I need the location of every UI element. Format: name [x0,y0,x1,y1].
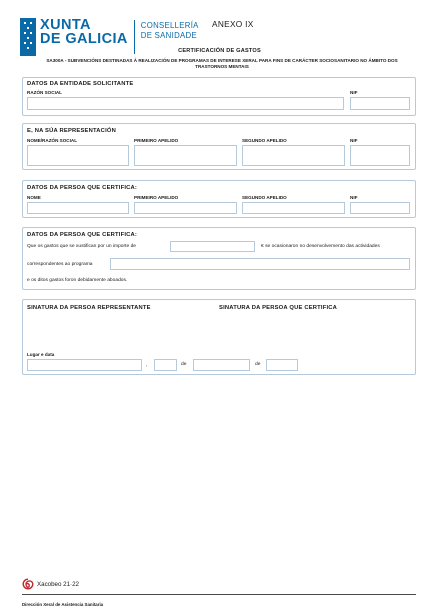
statement-amount-field[interactable] [170,241,255,252]
rep-name-label: NOME/RAZÓN SOCIAL [27,138,78,143]
rep-nif-label: NIF [350,138,358,143]
rep-name-field[interactable] [27,145,129,166]
rep-surname1-field[interactable] [134,145,237,166]
section-representative-title: E, NA SÚA REPRESENTACIÓN [27,128,116,134]
date-de1-label: de [181,362,187,367]
annex-label: ANEXO IX [212,19,254,29]
cert-nif-label: NIF [350,195,358,200]
section-entity-title: DATOS DA ENTIDADE SOLICITANTE [27,81,134,87]
section-statement [22,227,416,290]
section-statement-title: DATOS DA PERSOA QUE CERTIFICA: [27,232,138,238]
cert-surname1-field[interactable] [134,202,237,214]
rep-surname2-field[interactable] [242,145,345,166]
statement-program-field[interactable] [110,258,410,270]
brand-name [40,18,128,46]
place-comma: , [146,363,148,368]
place-date-label: Lugar e data [27,352,55,357]
month-field[interactable] [193,359,250,371]
signature-rep-title: SINATURA DA PERSOA REPRESENTANTE [27,305,151,311]
section-certifier [22,180,416,218]
rep-surname2-label: SEGUNDO APELIDO [242,138,287,143]
program-line2: TRASTORNOS MENTAIS [195,64,249,69]
xacobeo-spiral-icon [22,578,34,590]
cert-name-field[interactable] [27,202,129,214]
brand-line2: DE GALICIA [40,31,128,47]
cert-surname2-label: SEGUNDO APELIDO [242,195,287,200]
cert-surname1-label: PRIMEIRO APELIDO [134,195,179,200]
section-signature [22,299,416,375]
xacobeo-text: Xacobeo 21·22 [37,580,79,588]
directorate-name: Dirección Xeral de Asistencia Sanitaria [22,602,104,607]
document-title: CERTIFICACIÓN DE GASTOS [178,48,261,54]
entity-name-field[interactable] [27,97,344,110]
statement-program-label: correspondentes ao programa [27,262,93,267]
footer-divider [22,594,416,595]
statement-activities-text: € se ocasionaron no desenvolvemento das actividades [261,244,380,249]
department-name [141,21,199,40]
department-line2: DE SANIDADE [140,30,197,40]
cert-nif-field[interactable] [350,202,410,214]
program-line1: SA300A - SUBVENCIÓNS DESTINADAS Á REALIZACIÓN DE PROGRAMAS DE INTERESE XERAL PARA FINS DE CARÁCTER SOCIOSANITARIO NO ÁMBITO DOS [46,58,398,63]
cert-name-label: NOME [27,195,41,200]
section-certifier-title: DATOS DA PERSOA QUE CERTIFICA: [27,185,138,191]
cert-surname2-field[interactable] [242,202,345,214]
statement-amount-text: Que os gastos que se xustifican por un importe de [27,244,137,249]
rep-nif-field[interactable] [350,145,410,166]
program-title [26,58,418,70]
day-field[interactable] [154,359,177,371]
entity-nif-field[interactable] [350,97,410,110]
section-entity [22,77,416,116]
statement-paid-text: e os ditos gastos foron debidamente aboados. [27,278,128,283]
department-line1: CONSELLERÍA [140,21,199,30]
date-de2-label: de [255,362,261,367]
section-representative [22,123,416,170]
place-field[interactable] [27,359,142,371]
signature-cert-title: SINATURA DA PERSOA QUE CERTIFICA [219,305,338,311]
year-field[interactable] [266,359,298,371]
xacobeo-logo [22,578,79,590]
entity-name-label: RAZÓN SOCIAL [27,90,62,95]
brand-line1: XUNTA [40,17,91,33]
entity-nif-label: NIF [350,90,358,95]
rep-surname1-label: PRIMEIRO APELIDO [134,138,179,143]
